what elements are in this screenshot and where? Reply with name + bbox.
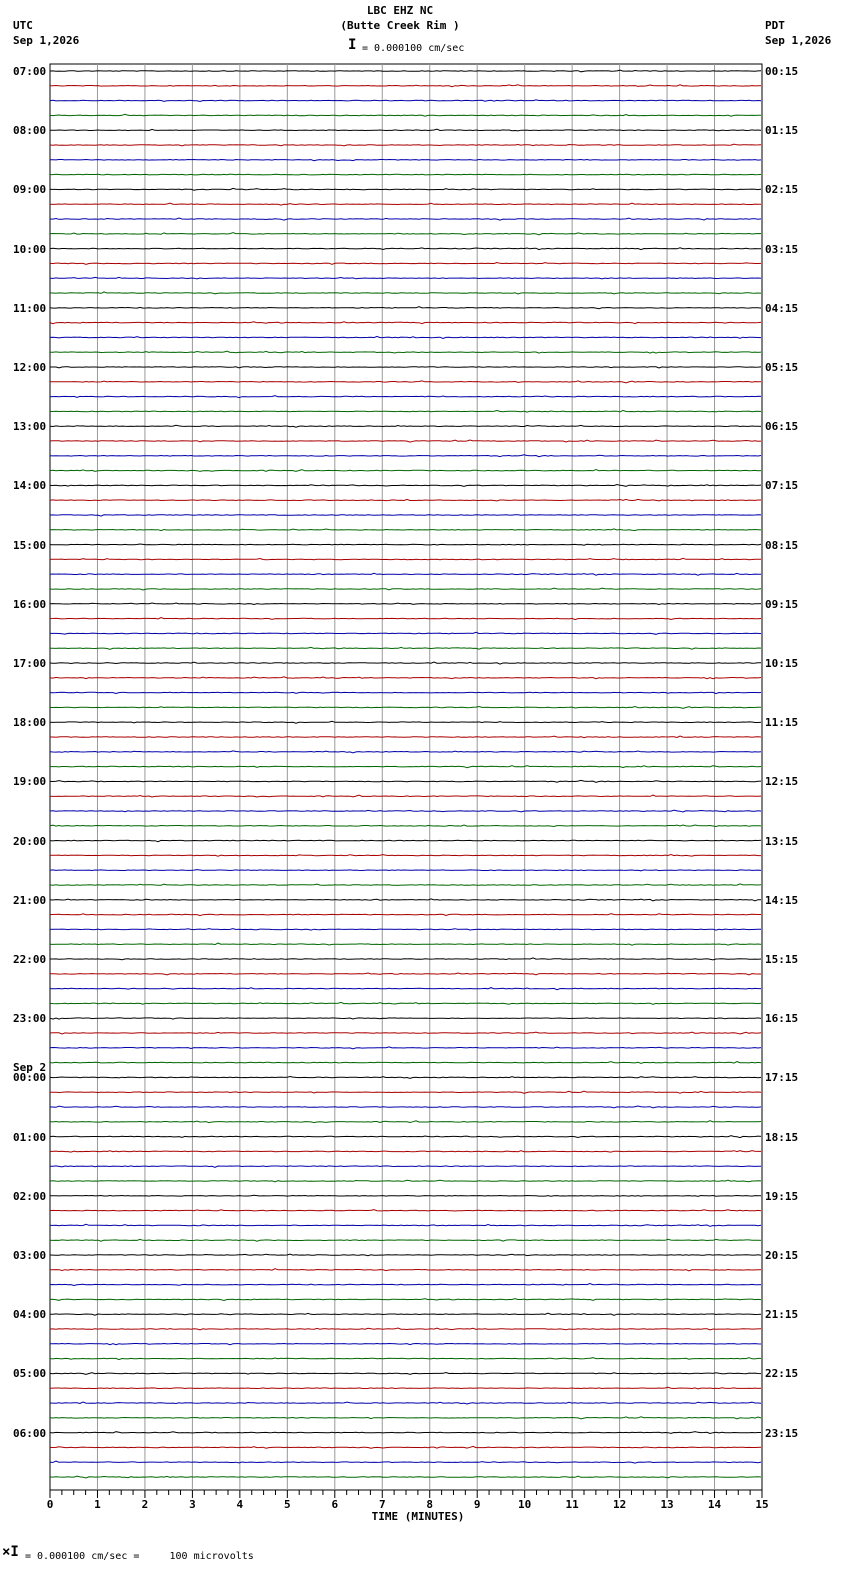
pdt-hour-label: 23:15: [765, 1427, 799, 1440]
seismic-trace: [50, 307, 761, 309]
x-tick-label: 11: [565, 1498, 579, 1511]
pdt-hour-label: 11:15: [765, 716, 799, 729]
seismic-trace: [50, 1121, 761, 1123]
seismic-trace: [50, 1432, 761, 1434]
utc-hour-label: 09:00: [13, 183, 47, 196]
pdt-hour-label: 02:15: [765, 183, 799, 196]
seismic-trace: [50, 721, 761, 723]
seismic-trace: [50, 1269, 761, 1271]
utc-hour-label: 15:00: [13, 539, 47, 552]
pdt-hour-label: 20:15: [765, 1249, 799, 1262]
seismic-trace: [50, 558, 761, 560]
seismic-trace: [50, 958, 761, 960]
seismic-trace: [50, 1476, 761, 1478]
left-timezone: UTC: [13, 19, 33, 32]
seismic-trace: [50, 1239, 761, 1241]
seismic-trace: [50, 425, 761, 427]
seismic-trace: [50, 351, 761, 353]
seismic-trace: [50, 1002, 761, 1004]
seismic-trace: [50, 855, 761, 857]
utc-hour-label: 16:00: [13, 598, 47, 611]
pdt-hour-label: 15:15: [765, 953, 799, 966]
pdt-hour-label: 09:15: [765, 598, 799, 611]
seismic-trace: [50, 174, 761, 175]
seismic-trace: [50, 396, 761, 398]
pdt-hour-label: 13:15: [765, 835, 799, 848]
utc-hour-label: 20:00: [13, 835, 47, 848]
utc-hour-label: 17:00: [13, 657, 47, 670]
utc-hour-label: 00:00: [13, 1071, 47, 1084]
seismic-trace: [50, 381, 761, 383]
x-tick-label: 14: [707, 1498, 722, 1511]
x-tick-label: 13: [660, 1498, 674, 1511]
seismic-trace: [50, 248, 761, 250]
x-tick-label: 4: [236, 1498, 244, 1511]
utc-hour-label: 06:00: [13, 1427, 47, 1440]
pdt-hour-label: 21:15: [765, 1308, 799, 1321]
seismic-trace: [50, 455, 761, 457]
seismic-trace: [50, 322, 761, 324]
seismic-trace: [50, 1136, 761, 1138]
seismic-trace: [50, 1062, 761, 1064]
seismic-trace: [50, 573, 761, 575]
utc-hour-label: 02:00: [13, 1190, 47, 1203]
seismic-trace: [50, 780, 761, 782]
seismic-trace: [50, 70, 761, 72]
pdt-hour-label: 22:15: [765, 1367, 799, 1380]
seismic-trace: [50, 485, 761, 487]
seismic-trace: [50, 367, 761, 368]
seismic-trace: [50, 810, 761, 812]
seismic-trace: [50, 470, 761, 472]
seismic-trace: [50, 618, 761, 620]
seismic-trace: [50, 188, 761, 190]
pdt-hour-label: 18:15: [765, 1131, 799, 1144]
seismic-trace: [50, 263, 761, 265]
seismic-trace: [50, 929, 761, 931]
utc-hour-label: 03:00: [13, 1249, 47, 1262]
seismic-trace: [50, 1151, 761, 1153]
seismic-trace: [50, 1018, 761, 1019]
scale-bar-icon: I: [348, 37, 357, 53]
seismic-trace: [50, 1077, 761, 1079]
pdt-hour-label: 14:15: [765, 894, 799, 907]
seismic-trace: [50, 603, 761, 605]
pdt-hour-label: 17:15: [765, 1071, 799, 1084]
x-tick-label: 3: [189, 1498, 196, 1511]
scale-text: = 0.000100 cm/sec: [362, 43, 465, 54]
seismic-trace: [50, 1224, 761, 1226]
seismic-trace: [50, 884, 761, 886]
seismic-trace: [50, 233, 761, 235]
utc-hour-label: 19:00: [13, 775, 47, 788]
seismic-trace: [50, 1461, 761, 1463]
seismic-trace: [50, 870, 761, 871]
seismic-trace: [50, 1032, 761, 1034]
seismic-trace: [50, 336, 761, 338]
pdt-hour-label: 08:15: [765, 539, 799, 552]
next-day-label: Sep 2: [13, 1061, 47, 1074]
utc-hour-label: 18:00: [13, 716, 47, 729]
seismic-trace: [50, 114, 761, 116]
seismic-trace: [50, 766, 761, 768]
pdt-hour-label: 12:15: [765, 775, 799, 788]
seismic-trace: [50, 85, 761, 87]
utc-hour-label: 12:00: [13, 361, 47, 374]
seismic-trace: [50, 707, 761, 709]
seismic-trace: [50, 899, 761, 901]
utc-hour-label: 14:00: [13, 479, 47, 492]
pdt-hour-label: 19:15: [765, 1190, 799, 1203]
x-tick-label: 2: [141, 1498, 149, 1511]
utc-hour-label: 08:00: [13, 124, 47, 137]
seismic-trace: [50, 1313, 761, 1315]
footer-scale-icon: ×I: [2, 1544, 19, 1560]
seismic-trace: [50, 144, 761, 146]
seismic-trace: [50, 1387, 761, 1389]
seismic-trace: [50, 440, 761, 442]
x-tick-label: 10: [518, 1498, 532, 1511]
utc-hour-label: 13:00: [13, 420, 47, 433]
seismic-trace: [50, 973, 761, 975]
seismic-trace: [50, 1417, 761, 1419]
pdt-hour-label: 03:15: [765, 243, 799, 256]
utc-hour-label: 05:00: [13, 1367, 47, 1380]
seismic-trace: [50, 1106, 761, 1108]
x-tick-label: 6: [331, 1498, 339, 1511]
seismic-trace: [50, 825, 761, 827]
pdt-hour-label: 06:15: [765, 420, 799, 433]
x-axis-label: TIME (MINUTES): [371, 1510, 465, 1523]
seismic-trace: [50, 410, 761, 412]
seismic-trace: [50, 677, 761, 679]
x-tick-label: 8: [426, 1498, 434, 1511]
seismic-trace: [50, 515, 761, 516]
utc-hour-label: 07:00: [13, 65, 47, 78]
seismic-trace: [50, 499, 761, 501]
seismic-trace: [50, 1299, 761, 1301]
seismic-trace: [50, 544, 761, 545]
x-tick-label: 5: [284, 1498, 291, 1511]
utc-hour-label: 10:00: [13, 243, 47, 256]
seismic-trace: [50, 988, 761, 990]
left-date: Sep 1,2026: [13, 34, 80, 47]
pdt-hour-label: 16:15: [765, 1012, 799, 1025]
seismic-trace: [50, 795, 761, 797]
seismic-trace: [50, 292, 761, 294]
station-title: LBC EHZ NC: [366, 4, 434, 17]
seismic-trace: [50, 943, 761, 945]
seismic-trace: [50, 1402, 761, 1404]
seismic-trace: [50, 914, 761, 916]
pdt-hour-label: 04:15: [765, 302, 799, 315]
seismic-trace: [50, 692, 761, 693]
right-timezone: PDT: [765, 19, 785, 32]
x-tick-label: 15: [755, 1498, 769, 1511]
seismic-trace: [50, 203, 761, 205]
x-tick-label: 1: [94, 1498, 101, 1511]
seismic-trace: [50, 1254, 761, 1256]
seismic-trace: [50, 1166, 761, 1167]
seismic-trace: [50, 751, 761, 753]
utc-hour-label: 04:00: [13, 1308, 47, 1321]
utc-hour-label: 01:00: [13, 1131, 47, 1144]
seismic-trace: [50, 1284, 761, 1286]
seismic-trace: [50, 277, 761, 279]
pdt-hour-label: 10:15: [765, 657, 799, 670]
seismic-trace: [50, 218, 761, 220]
site-name: (Butte Creek Rim ): [340, 19, 460, 32]
seismic-trace: [50, 160, 761, 161]
seismic-trace: [50, 1180, 761, 1182]
seismic-trace: [50, 1195, 761, 1196]
seismic-trace: [50, 1328, 761, 1330]
seismic-trace: [50, 1210, 761, 1211]
seismic-trace: [50, 129, 761, 131]
x-tick-label: 12: [612, 1498, 627, 1511]
seismic-trace: [50, 1343, 761, 1344]
utc-hour-label: 23:00: [13, 1012, 47, 1025]
seismic-trace: [50, 1446, 761, 1448]
seismic-trace: [50, 736, 761, 738]
pdt-hour-label: 05:15: [765, 361, 799, 374]
pdt-hour-label: 01:15: [765, 124, 799, 137]
footer-scale-text: = 0.000100 cm/sec = 100 microvolts: [25, 1551, 254, 1562]
right-date: Sep 1,2026: [765, 34, 832, 47]
seismic-trace: [50, 100, 761, 102]
seismic-trace: [50, 662, 761, 664]
utc-hour-label: 21:00: [13, 894, 47, 907]
seismic-trace: [50, 1091, 761, 1093]
utc-hour-label: 22:00: [13, 953, 47, 966]
x-tick-label: 7: [378, 1498, 386, 1511]
pdt-hour-label: 07:15: [765, 479, 799, 492]
utc-hour-label: 11:00: [13, 302, 47, 315]
seismic-trace: [50, 529, 761, 531]
seismic-trace: [50, 588, 761, 590]
seismic-trace: [50, 840, 761, 841]
pdt-hour-label: 00:15: [765, 65, 799, 78]
seismic-trace: [50, 632, 761, 634]
seismic-trace: [50, 647, 761, 649]
seismic-trace: [50, 1373, 761, 1375]
x-tick-label: 9: [473, 1498, 481, 1511]
x-tick-label: 0: [46, 1498, 54, 1511]
seismic-trace: [50, 1358, 761, 1360]
seismic-trace: [50, 1047, 761, 1049]
